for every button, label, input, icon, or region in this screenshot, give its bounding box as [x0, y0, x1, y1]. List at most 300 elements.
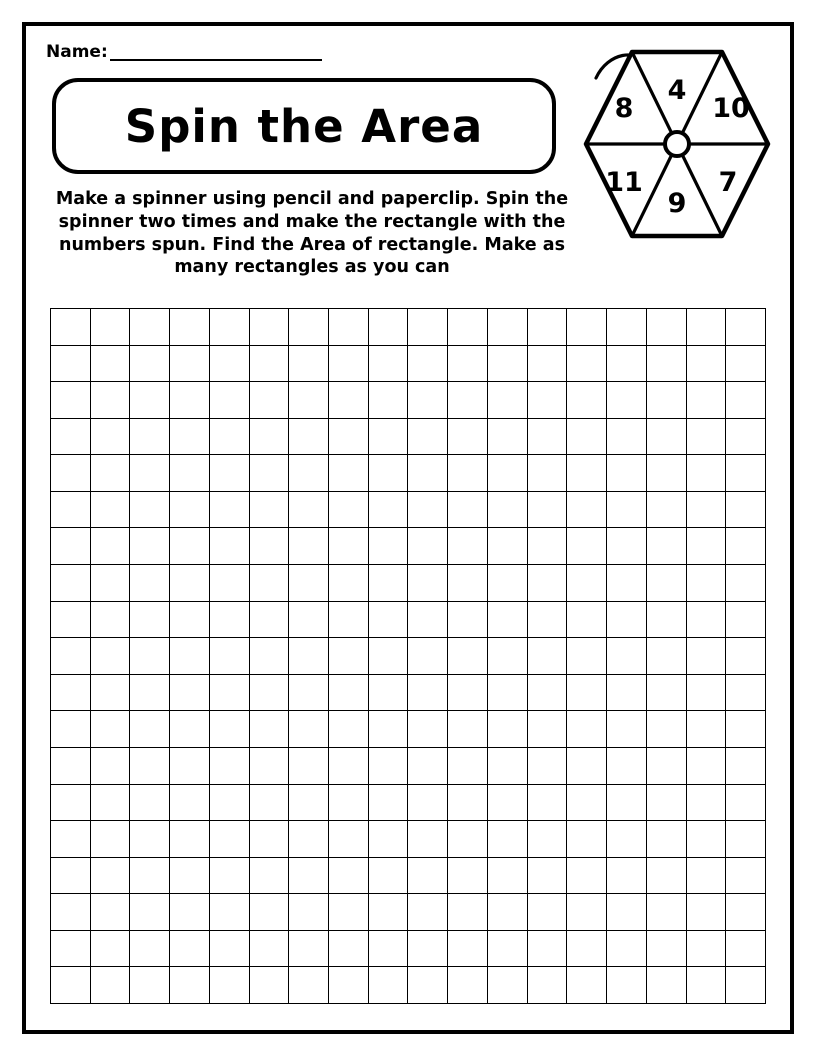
- grid-cell[interactable]: [726, 747, 766, 784]
- grid-cell[interactable]: [209, 491, 249, 528]
- grid-cell[interactable]: [646, 565, 686, 602]
- grid-cell[interactable]: [289, 638, 329, 675]
- grid-cell[interactable]: [368, 601, 408, 638]
- grid-cell[interactable]: [527, 601, 567, 638]
- grid-cell[interactable]: [249, 528, 289, 565]
- grid-cell[interactable]: [130, 418, 170, 455]
- grid-cell[interactable]: [686, 565, 726, 602]
- grid-cell[interactable]: [289, 784, 329, 821]
- grid-cell[interactable]: [51, 491, 91, 528]
- grid-cell[interactable]: [209, 821, 249, 858]
- grid-cell[interactable]: [90, 418, 130, 455]
- grid-cell[interactable]: [209, 930, 249, 967]
- grid-cell[interactable]: [170, 528, 210, 565]
- grid-cell[interactable]: [448, 565, 488, 602]
- grid-cell[interactable]: [607, 967, 647, 1004]
- grid-cell[interactable]: [249, 418, 289, 455]
- grid-cell[interactable]: [686, 491, 726, 528]
- grid-cell[interactable]: [726, 784, 766, 821]
- grid-cell[interactable]: [209, 747, 249, 784]
- grid-cell[interactable]: [408, 967, 448, 1004]
- grid-cell[interactable]: [249, 345, 289, 382]
- grid-cell[interactable]: [607, 857, 647, 894]
- grid-cell[interactable]: [209, 674, 249, 711]
- grid-cell[interactable]: [527, 528, 567, 565]
- grid-cell[interactable]: [607, 309, 647, 346]
- grid-cell[interactable]: [487, 674, 527, 711]
- grid-cell[interactable]: [607, 711, 647, 748]
- grid-cell[interactable]: [487, 747, 527, 784]
- grid-cell[interactable]: [726, 601, 766, 638]
- grid-cell[interactable]: [686, 857, 726, 894]
- grid-cell[interactable]: [51, 930, 91, 967]
- grid-cell[interactable]: [209, 418, 249, 455]
- grid-cell[interactable]: [646, 491, 686, 528]
- grid-cell[interactable]: [726, 894, 766, 931]
- grid-cell[interactable]: [170, 821, 210, 858]
- grid-cell[interactable]: [686, 747, 726, 784]
- grid-cell[interactable]: [90, 565, 130, 602]
- grid-cell[interactable]: [368, 821, 408, 858]
- grid-cell[interactable]: [170, 638, 210, 675]
- grid-cell[interactable]: [567, 491, 607, 528]
- grid-cell[interactable]: [686, 418, 726, 455]
- grid-cell[interactable]: [289, 857, 329, 894]
- grid-cell[interactable]: [567, 638, 607, 675]
- grid-cell[interactable]: [408, 382, 448, 419]
- grid-cell[interactable]: [607, 491, 647, 528]
- grid-cell[interactable]: [646, 601, 686, 638]
- grid-cell[interactable]: [408, 491, 448, 528]
- grid-cell[interactable]: [448, 638, 488, 675]
- grid-cell[interactable]: [487, 418, 527, 455]
- grid-cell[interactable]: [646, 382, 686, 419]
- grid-cell[interactable]: [209, 857, 249, 894]
- grid-cell[interactable]: [170, 418, 210, 455]
- grid-cell[interactable]: [646, 784, 686, 821]
- grid-cell[interactable]: [408, 565, 448, 602]
- grid-cell[interactable]: [170, 784, 210, 821]
- grid-cell[interactable]: [368, 638, 408, 675]
- grid-cell[interactable]: [249, 638, 289, 675]
- grid-cell[interactable]: [289, 930, 329, 967]
- grid-cell[interactable]: [329, 528, 369, 565]
- grid-cell[interactable]: [448, 601, 488, 638]
- grid-cell[interactable]: [408, 747, 448, 784]
- grid-cell[interactable]: [51, 821, 91, 858]
- grid-cell[interactable]: [170, 565, 210, 602]
- hexagon-spinner[interactable]: [576, 44, 784, 244]
- grid-cell[interactable]: [329, 857, 369, 894]
- grid-cell[interactable]: [329, 638, 369, 675]
- grid-cell[interactable]: [329, 784, 369, 821]
- grid-table[interactable]: [50, 308, 766, 1004]
- grid-cell[interactable]: [567, 784, 607, 821]
- grid-cell[interactable]: [567, 711, 607, 748]
- grid-cell[interactable]: [487, 784, 527, 821]
- grid-cell[interactable]: [170, 455, 210, 492]
- grid-cell[interactable]: [329, 967, 369, 1004]
- grid-cell[interactable]: [448, 821, 488, 858]
- grid-cell[interactable]: [368, 565, 408, 602]
- grid-cell[interactable]: [408, 784, 448, 821]
- grid-cell[interactable]: [726, 418, 766, 455]
- grid-cell[interactable]: [368, 455, 408, 492]
- grid-cell[interactable]: [567, 382, 607, 419]
- grid-cell[interactable]: [368, 747, 408, 784]
- grid-cell[interactable]: [686, 638, 726, 675]
- grid-cell[interactable]: [209, 894, 249, 931]
- grid-cell[interactable]: [646, 418, 686, 455]
- grid-cell[interactable]: [527, 747, 567, 784]
- grid-cell[interactable]: [51, 711, 91, 748]
- grid-cell[interactable]: [249, 491, 289, 528]
- grid-cell[interactable]: [448, 491, 488, 528]
- grid-cell[interactable]: [448, 747, 488, 784]
- grid-cell[interactable]: [329, 455, 369, 492]
- grid-cell[interactable]: [408, 674, 448, 711]
- grid-cell[interactable]: [646, 894, 686, 931]
- grid-cell[interactable]: [646, 821, 686, 858]
- grid-cell[interactable]: [726, 674, 766, 711]
- grid-cell[interactable]: [408, 711, 448, 748]
- grid-cell[interactable]: [170, 711, 210, 748]
- grid-cell[interactable]: [329, 345, 369, 382]
- grid-cell[interactable]: [130, 345, 170, 382]
- grid-cell[interactable]: [487, 382, 527, 419]
- grid-cell[interactable]: [567, 747, 607, 784]
- grid-cell[interactable]: [329, 674, 369, 711]
- grid-cell[interactable]: [51, 601, 91, 638]
- grid-cell[interactable]: [607, 930, 647, 967]
- grid-cell[interactable]: [487, 491, 527, 528]
- grid-cell[interactable]: [686, 455, 726, 492]
- grid-cell[interactable]: [289, 528, 329, 565]
- grid-cell[interactable]: [289, 674, 329, 711]
- grid-cell[interactable]: [90, 784, 130, 821]
- grid-cell[interactable]: [567, 967, 607, 1004]
- grid-cell[interactable]: [170, 601, 210, 638]
- grid-cell[interactable]: [90, 309, 130, 346]
- grid-cell[interactable]: [90, 857, 130, 894]
- grid-cell[interactable]: [90, 967, 130, 1004]
- grid-cell[interactable]: [329, 491, 369, 528]
- grid-cell[interactable]: [289, 418, 329, 455]
- grid-cell[interactable]: [51, 674, 91, 711]
- grid-cell[interactable]: [329, 930, 369, 967]
- grid-cell[interactable]: [249, 711, 289, 748]
- grid-cell[interactable]: [607, 821, 647, 858]
- grid-cell[interactable]: [448, 418, 488, 455]
- grid-cell[interactable]: [130, 491, 170, 528]
- grid-cell[interactable]: [686, 601, 726, 638]
- grid-cell[interactable]: [686, 345, 726, 382]
- grid-cell[interactable]: [130, 894, 170, 931]
- grid-cell[interactable]: [368, 857, 408, 894]
- grid-cell[interactable]: [329, 565, 369, 602]
- grid-cell[interactable]: [527, 491, 567, 528]
- grid-cell[interactable]: [408, 601, 448, 638]
- grid-cell[interactable]: [726, 711, 766, 748]
- grid-cell[interactable]: [51, 967, 91, 1004]
- grid-cell[interactable]: [726, 491, 766, 528]
- grid-cell[interactable]: [646, 638, 686, 675]
- grid-cell[interactable]: [209, 565, 249, 602]
- grid-cell[interactable]: [51, 455, 91, 492]
- grid-cell[interactable]: [408, 821, 448, 858]
- grid-cell[interactable]: [527, 894, 567, 931]
- grid-cell[interactable]: [51, 747, 91, 784]
- grid-cell[interactable]: [368, 674, 408, 711]
- grid-cell[interactable]: [527, 455, 567, 492]
- grid-cell[interactable]: [329, 309, 369, 346]
- grid-cell[interactable]: [368, 711, 408, 748]
- grid-cell[interactable]: [170, 674, 210, 711]
- grid-cell[interactable]: [368, 967, 408, 1004]
- grid-cell[interactable]: [567, 418, 607, 455]
- grid-cell[interactable]: [686, 967, 726, 1004]
- grid-cell[interactable]: [130, 455, 170, 492]
- grid-cell[interactable]: [527, 309, 567, 346]
- grid-cell[interactable]: [130, 601, 170, 638]
- grid-cell[interactable]: [726, 309, 766, 346]
- grid-cell[interactable]: [249, 455, 289, 492]
- work-grid[interactable]: [50, 308, 766, 1004]
- grid-cell[interactable]: [130, 967, 170, 1004]
- grid-cell[interactable]: [408, 638, 448, 675]
- grid-cell[interactable]: [368, 784, 408, 821]
- grid-cell[interactable]: [130, 711, 170, 748]
- grid-cell[interactable]: [527, 418, 567, 455]
- grid-cell[interactable]: [130, 930, 170, 967]
- grid-cell[interactable]: [408, 455, 448, 492]
- grid-cell[interactable]: [130, 638, 170, 675]
- grid-cell[interactable]: [249, 747, 289, 784]
- grid-cell[interactable]: [448, 784, 488, 821]
- grid-cell[interactable]: [567, 345, 607, 382]
- grid-cell[interactable]: [329, 382, 369, 419]
- grid-cell[interactable]: [368, 930, 408, 967]
- grid-cell[interactable]: [487, 345, 527, 382]
- grid-cell[interactable]: [646, 455, 686, 492]
- grid-cell[interactable]: [130, 674, 170, 711]
- grid-cell[interactable]: [90, 894, 130, 931]
- grid-cell[interactable]: [448, 382, 488, 419]
- grid-cell[interactable]: [726, 930, 766, 967]
- grid-cell[interactable]: [289, 821, 329, 858]
- grid-cell[interactable]: [130, 528, 170, 565]
- grid-cell[interactable]: [368, 309, 408, 346]
- grid-cell[interactable]: [130, 857, 170, 894]
- grid-cell[interactable]: [646, 674, 686, 711]
- grid-cell[interactable]: [487, 894, 527, 931]
- grid-cell[interactable]: [209, 528, 249, 565]
- grid-cell[interactable]: [90, 930, 130, 967]
- grid-cell[interactable]: [170, 930, 210, 967]
- grid-cell[interactable]: [130, 784, 170, 821]
- grid-cell[interactable]: [527, 345, 567, 382]
- grid-cell[interactable]: [607, 747, 647, 784]
- grid-cell[interactable]: [567, 601, 607, 638]
- grid-cell[interactable]: [567, 455, 607, 492]
- grid-cell[interactable]: [448, 345, 488, 382]
- grid-cell[interactable]: [289, 601, 329, 638]
- grid-cell[interactable]: [90, 747, 130, 784]
- grid-cell[interactable]: [686, 894, 726, 931]
- grid-cell[interactable]: [170, 894, 210, 931]
- grid-cell[interactable]: [289, 711, 329, 748]
- grid-cell[interactable]: [329, 821, 369, 858]
- grid-cell[interactable]: [607, 674, 647, 711]
- grid-cell[interactable]: [408, 345, 448, 382]
- grid-cell[interactable]: [448, 930, 488, 967]
- grid-cell[interactable]: [646, 967, 686, 1004]
- grid-cell[interactable]: [289, 967, 329, 1004]
- grid-cell[interactable]: [646, 528, 686, 565]
- grid-cell[interactable]: [527, 565, 567, 602]
- grid-cell[interactable]: [130, 309, 170, 346]
- grid-cell[interactable]: [487, 857, 527, 894]
- grid-cell[interactable]: [170, 747, 210, 784]
- grid-cell[interactable]: [408, 930, 448, 967]
- grid-cell[interactable]: [368, 894, 408, 931]
- grid-cell[interactable]: [448, 857, 488, 894]
- grid-cell[interactable]: [487, 528, 527, 565]
- grid-cell[interactable]: [726, 345, 766, 382]
- grid-cell[interactable]: [686, 674, 726, 711]
- grid-cell[interactable]: [487, 601, 527, 638]
- grid-cell[interactable]: [51, 309, 91, 346]
- grid-cell[interactable]: [646, 309, 686, 346]
- grid-cell[interactable]: [448, 528, 488, 565]
- grid-cell[interactable]: [51, 857, 91, 894]
- grid-cell[interactable]: [726, 565, 766, 602]
- grid-cell[interactable]: [567, 528, 607, 565]
- grid-cell[interactable]: [408, 418, 448, 455]
- grid-cell[interactable]: [51, 638, 91, 675]
- grid-cell[interactable]: [170, 309, 210, 346]
- grid-cell[interactable]: [448, 674, 488, 711]
- grid-cell[interactable]: [448, 711, 488, 748]
- grid-cell[interactable]: [130, 821, 170, 858]
- grid-cell[interactable]: [289, 894, 329, 931]
- grid-cell[interactable]: [90, 674, 130, 711]
- grid-cell[interactable]: [487, 711, 527, 748]
- grid-cell[interactable]: [646, 747, 686, 784]
- grid-cell[interactable]: [209, 967, 249, 1004]
- grid-cell[interactable]: [567, 930, 607, 967]
- grid-cell[interactable]: [368, 528, 408, 565]
- grid-cell[interactable]: [329, 747, 369, 784]
- grid-cell[interactable]: [448, 455, 488, 492]
- grid-cell[interactable]: [249, 565, 289, 602]
- grid-cell[interactable]: [686, 382, 726, 419]
- grid-cell[interactable]: [726, 857, 766, 894]
- grid-cell[interactable]: [408, 528, 448, 565]
- grid-cell[interactable]: [567, 857, 607, 894]
- grid-cell[interactable]: [527, 967, 567, 1004]
- grid-cell[interactable]: [289, 455, 329, 492]
- grid-cell[interactable]: [90, 711, 130, 748]
- grid-cell[interactable]: [487, 821, 527, 858]
- grid-cell[interactable]: [130, 382, 170, 419]
- grid-cell[interactable]: [51, 894, 91, 931]
- grid-cell[interactable]: [408, 309, 448, 346]
- grid-cell[interactable]: [249, 967, 289, 1004]
- grid-cell[interactable]: [527, 784, 567, 821]
- grid-cell[interactable]: [607, 345, 647, 382]
- grid-cell[interactable]: [329, 711, 369, 748]
- grid-cell[interactable]: [527, 821, 567, 858]
- grid-cell[interactable]: [726, 967, 766, 1004]
- grid-cell[interactable]: [170, 345, 210, 382]
- grid-cell[interactable]: [51, 528, 91, 565]
- grid-cell[interactable]: [329, 894, 369, 931]
- grid-cell[interactable]: [368, 418, 408, 455]
- grid-cell[interactable]: [607, 784, 647, 821]
- grid-cell[interactable]: [170, 491, 210, 528]
- grid-cell[interactable]: [90, 601, 130, 638]
- grid-cell[interactable]: [90, 345, 130, 382]
- grid-cell[interactable]: [289, 491, 329, 528]
- grid-cell[interactable]: [448, 309, 488, 346]
- grid-cell[interactable]: [487, 309, 527, 346]
- grid-cell[interactable]: [686, 711, 726, 748]
- grid-cell[interactable]: [51, 345, 91, 382]
- grid-cell[interactable]: [607, 382, 647, 419]
- grid-cell[interactable]: [686, 784, 726, 821]
- grid-cell[interactable]: [249, 930, 289, 967]
- grid-cell[interactable]: [686, 309, 726, 346]
- grid-cell[interactable]: [209, 382, 249, 419]
- grid-cell[interactable]: [249, 674, 289, 711]
- grid-cell[interactable]: [487, 455, 527, 492]
- grid-cell[interactable]: [607, 528, 647, 565]
- grid-cell[interactable]: [408, 857, 448, 894]
- grid-cell[interactable]: [726, 455, 766, 492]
- grid-cell[interactable]: [289, 565, 329, 602]
- grid-cell[interactable]: [607, 565, 647, 602]
- grid-cell[interactable]: [170, 967, 210, 1004]
- grid-cell[interactable]: [646, 711, 686, 748]
- grid-cell[interactable]: [487, 930, 527, 967]
- grid-cell[interactable]: [686, 821, 726, 858]
- grid-cell[interactable]: [51, 565, 91, 602]
- grid-cell[interactable]: [209, 345, 249, 382]
- grid-cell[interactable]: [209, 455, 249, 492]
- grid-cell[interactable]: [487, 967, 527, 1004]
- grid-cell[interactable]: [646, 857, 686, 894]
- grid-cell[interactable]: [90, 382, 130, 419]
- grid-cell[interactable]: [368, 345, 408, 382]
- grid-cell[interactable]: [170, 857, 210, 894]
- grid-cell[interactable]: [527, 674, 567, 711]
- grid-cell[interactable]: [289, 747, 329, 784]
- grid-cell[interactable]: [249, 821, 289, 858]
- grid-cell[interactable]: [329, 418, 369, 455]
- grid-cell[interactable]: [249, 894, 289, 931]
- grid-cell[interactable]: [527, 857, 567, 894]
- grid-cell[interactable]: [289, 345, 329, 382]
- grid-cell[interactable]: [249, 857, 289, 894]
- grid-cell[interactable]: [527, 930, 567, 967]
- grid-cell[interactable]: [130, 565, 170, 602]
- grid-cell[interactable]: [130, 747, 170, 784]
- grid-cell[interactable]: [567, 821, 607, 858]
- grid-cell[interactable]: [329, 601, 369, 638]
- grid-cell[interactable]: [170, 382, 210, 419]
- grid-cell[interactable]: [209, 784, 249, 821]
